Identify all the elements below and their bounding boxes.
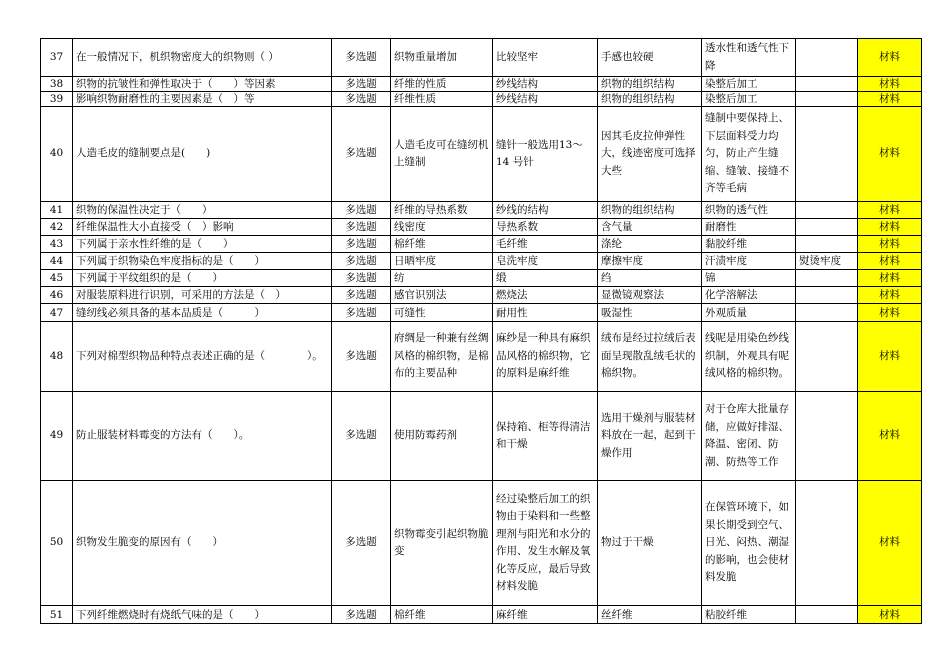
- question-type: 多选题: [332, 481, 391, 606]
- row-number: 49: [41, 392, 73, 481]
- option-c: 手感也较硬: [598, 39, 702, 77]
- row-number: 48: [41, 322, 73, 392]
- question-text: 影响织物耐磨性的主要因素是（ ）等: [73, 92, 332, 107]
- category-label: 材料: [858, 236, 922, 253]
- option-a: 日晒牢度: [391, 253, 493, 270]
- row-number: 38: [41, 77, 73, 92]
- option-a: 人造毛皮可在缝纫机上缝制: [391, 107, 493, 202]
- option-a: 棉纤维: [391, 606, 493, 624]
- option-a: 府绸是一种兼有丝绸风格的棉织物，是棉布的主要品种: [391, 322, 493, 392]
- row-number: 42: [41, 219, 73, 236]
- option-a: 织物重量增加: [391, 39, 493, 77]
- question-type: 多选题: [332, 107, 391, 202]
- option-e: [796, 236, 858, 253]
- category-label: 材料: [858, 77, 922, 92]
- option-d: 黏胶纤维: [702, 236, 796, 253]
- option-b: 经过染整后加工的织物由于染料和一些整理剂与阳光和水分的作用、发生水解及氧化等反应，最后导致材料发脆: [493, 481, 598, 606]
- option-c: 含气量: [598, 219, 702, 236]
- question-type: 多选题: [332, 270, 391, 287]
- question-table: [40, 38, 922, 624]
- option-b: 比较坚牢: [493, 39, 598, 77]
- option-a: 织物霉变引起织物脆变: [391, 481, 493, 606]
- category-label: 材料: [858, 322, 922, 392]
- table-row: [41, 270, 922, 287]
- question-text: 防止服装材料霉变的方法有（ ）。: [73, 392, 332, 481]
- option-e: [796, 77, 858, 92]
- option-a: 可缝性: [391, 304, 493, 322]
- option-d: 耐磨性: [702, 219, 796, 236]
- row-number: 39: [41, 92, 73, 107]
- question-text: 对服装原料进行识别，可采用的方法是（ ）: [73, 287, 332, 304]
- option-e: [796, 270, 858, 287]
- category-label: 材料: [858, 39, 922, 77]
- option-e: [796, 304, 858, 322]
- option-b: 皂洗牢度: [493, 253, 598, 270]
- question-text: 缝纫线必须具备的基本品质是（ ）: [73, 304, 332, 322]
- row-number: 40: [41, 107, 73, 202]
- table-row: [41, 287, 922, 304]
- question-text: 人造毛皮的缝制要点是( ): [73, 107, 332, 202]
- option-c: 织物的组织结构: [598, 77, 702, 92]
- question-type: 多选题: [332, 392, 391, 481]
- category-label: 材料: [858, 287, 922, 304]
- option-e: [796, 481, 858, 606]
- option-e: [796, 92, 858, 107]
- table-row: [41, 236, 922, 253]
- question-type: 多选题: [332, 202, 391, 219]
- option-e: [796, 322, 858, 392]
- row-number: 41: [41, 202, 73, 219]
- row-number: 46: [41, 287, 73, 304]
- option-c: 因其毛皮拉伸弹性大，线迹密度可选择大些: [598, 107, 702, 202]
- option-a: 纺: [391, 270, 493, 287]
- question-text: 下列属于亲水性纤维的是（ ）: [73, 236, 332, 253]
- option-b: 导热系数: [493, 219, 598, 236]
- option-b: 纱线的结构: [493, 202, 598, 219]
- row-number: 47: [41, 304, 73, 322]
- question-type: 多选题: [332, 92, 391, 107]
- question-text: 下列属于平纹组织的是（ ）: [73, 270, 332, 287]
- table-row: [41, 304, 922, 322]
- category-label: 材料: [858, 392, 922, 481]
- table-row: [41, 219, 922, 236]
- row-number: 51: [41, 606, 73, 624]
- table-row: [41, 202, 922, 219]
- option-d: 染整后加工: [702, 92, 796, 107]
- option-c: 绉: [598, 270, 702, 287]
- question-text: 织物的抗皱性和弹性取决于（ ）等因素: [73, 77, 332, 92]
- option-a: 感官识别法: [391, 287, 493, 304]
- category-label: 材料: [858, 481, 922, 606]
- option-b: 缝针一般选用13～14 号针: [493, 107, 598, 202]
- table-row: [41, 107, 922, 202]
- table-row: [41, 92, 922, 107]
- table-row: [41, 322, 922, 392]
- table-row: [41, 77, 922, 92]
- option-d: 化学溶解法: [702, 287, 796, 304]
- option-b: 毛纤维: [493, 236, 598, 253]
- table-row: [41, 253, 922, 270]
- option-e: [796, 287, 858, 304]
- option-b: 麻纤维: [493, 606, 598, 624]
- option-c: 涤纶: [598, 236, 702, 253]
- question-text: 在一般情况下，机织物密度大的织物则（ ）: [73, 39, 332, 77]
- option-a: 纤维的性质: [391, 77, 493, 92]
- option-c: 吸湿性: [598, 304, 702, 322]
- category-label: 材料: [858, 219, 922, 236]
- option-a: 线密度: [391, 219, 493, 236]
- option-d: 对于仓库大批量存储，应做好排湿、降温、密闭、防潮、防热等工作: [702, 392, 796, 481]
- option-c: 物过于干燥: [598, 481, 702, 606]
- category-label: 材料: [858, 270, 922, 287]
- question-text: 下列纤维燃烧时有烧纸气味的是（ ）: [73, 606, 332, 624]
- option-c: 选用干燥剂与服装材料放在一起，起到干燥作用: [598, 392, 702, 481]
- option-e: [796, 202, 858, 219]
- option-e: [796, 107, 858, 202]
- question-text: 纤维保温性大小直接受（ ）影响: [73, 219, 332, 236]
- question-text: 下列属于织物染色牢度指标的是（ ）: [73, 253, 332, 270]
- option-e: [796, 219, 858, 236]
- question-type: 多选题: [332, 606, 391, 624]
- option-b: 耐用性: [493, 304, 598, 322]
- option-c: 绒布是经过拉绒后表面呈现散乱绒毛状的棉织物。: [598, 322, 702, 392]
- option-c: 摩擦牢度: [598, 253, 702, 270]
- option-d: 缝制中要保持上、下层面料受力均匀，防止产生缝缩、缝皱、接缝不齐等毛病: [702, 107, 796, 202]
- option-b: 缎: [493, 270, 598, 287]
- question-text: 织物的保温性决定于（ ）: [73, 202, 332, 219]
- option-e: [796, 392, 858, 481]
- option-d: 线呢是用染色纱线织制，外观具有呢绒风格的棉织物。: [702, 322, 796, 392]
- option-e: [796, 39, 858, 77]
- row-number: 43: [41, 236, 73, 253]
- option-c: 丝纤维: [598, 606, 702, 624]
- option-b: 纱线结构: [493, 92, 598, 107]
- option-c: 织物的组织结构: [598, 202, 702, 219]
- option-d: 织物的透气性: [702, 202, 796, 219]
- question-type: 多选题: [332, 287, 391, 304]
- option-c: 显微镜观察法: [598, 287, 702, 304]
- question-type: 多选题: [332, 39, 391, 77]
- table-row: [41, 392, 922, 481]
- option-b: 纱线结构: [493, 77, 598, 92]
- table-row: [41, 481, 922, 606]
- row-number: 44: [41, 253, 73, 270]
- category-label: 材料: [858, 107, 922, 202]
- category-label: 材料: [858, 253, 922, 270]
- option-d: 染整后加工: [702, 77, 796, 92]
- option-d: 外观质量: [702, 304, 796, 322]
- option-d: 透水性和透气性下降: [702, 39, 796, 77]
- table-body: [41, 39, 922, 624]
- option-c: 织物的组织结构: [598, 92, 702, 107]
- option-e: 熨烫牢度: [796, 253, 858, 270]
- option-a: 纤维的导热系数: [391, 202, 493, 219]
- option-e: [796, 606, 858, 624]
- row-number: 37: [41, 39, 73, 77]
- question-type: 多选题: [332, 322, 391, 392]
- row-number: 45: [41, 270, 73, 287]
- category-label: 材料: [858, 202, 922, 219]
- option-a: 棉纤维: [391, 236, 493, 253]
- option-b: 燃烧法: [493, 287, 598, 304]
- option-d: 锦: [702, 270, 796, 287]
- option-a: 纤维性质: [391, 92, 493, 107]
- option-b: 麻纱是一种具有麻织品风格的棉织物，它的原料是麻纤维: [493, 322, 598, 392]
- question-type: 多选题: [332, 253, 391, 270]
- option-b: 保持箱、柜等得清洁和干燥: [493, 392, 598, 481]
- question-type: 多选题: [332, 236, 391, 253]
- option-d: 汗渍牢度: [702, 253, 796, 270]
- question-type: 多选题: [332, 304, 391, 322]
- question-text: 下列对棉型织物品种特点表述正确的是（ ）。: [73, 322, 332, 392]
- option-a: 使用防霉药剂: [391, 392, 493, 481]
- option-d: 在保管环境下，如果长期受到空气、日光、闷热、潮湿的影响，也会使材料发脆: [702, 481, 796, 606]
- question-type: 多选题: [332, 77, 391, 92]
- category-label: 材料: [858, 92, 922, 107]
- option-d: 粘胶纤维: [702, 606, 796, 624]
- category-label: 材料: [858, 304, 922, 322]
- question-text: 织物发生脆变的原因有（ ）: [73, 481, 332, 606]
- table-row: [41, 39, 922, 77]
- table-row: [41, 606, 922, 624]
- question-type: 多选题: [332, 219, 391, 236]
- row-number: 50: [41, 481, 73, 606]
- category-label: 材料: [858, 606, 922, 624]
